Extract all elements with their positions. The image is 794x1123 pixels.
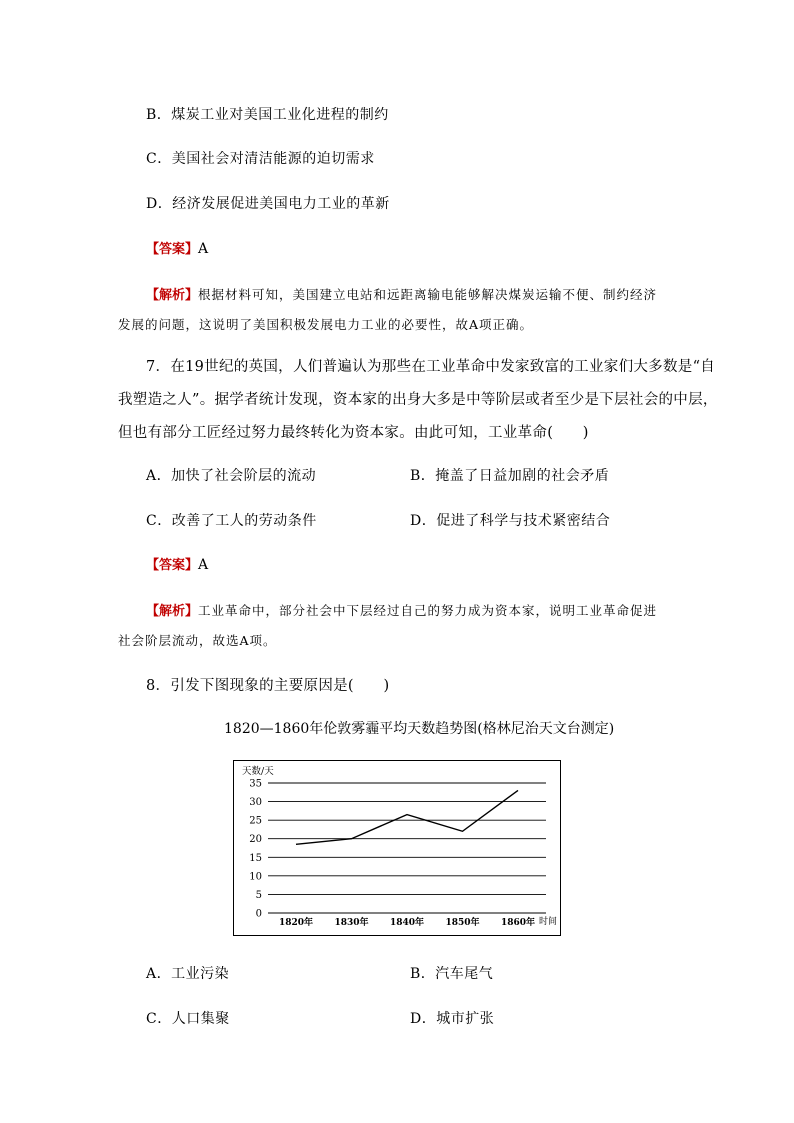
q8-option-d: D．城市扩张 xyxy=(410,1011,495,1027)
explanation-text: 根据材料可知，美国建立电站和远距离输电能够解决煤炭运输不便、制约经济 xyxy=(198,287,658,302)
q6-option-c: C．美国社会对清洁能源的迫切需求 xyxy=(146,151,375,167)
chart-frame xyxy=(233,760,561,936)
q8-option-a: A．工业污染 xyxy=(146,966,230,982)
y-tick-label: 25 xyxy=(249,815,262,827)
q7-answer xyxy=(146,554,208,573)
q7-stem-line1: 7．在19世纪的英国，人们普遍认为那些在工业革命中发家致富的工业家们大多数是“自 xyxy=(146,359,716,375)
q6-explanation-line2: 发展的问题，这说明了美国积极发展电力工业的必要性，故A项正确。 xyxy=(118,317,534,332)
q8-option-b: B．汽车尾气 xyxy=(410,966,494,982)
x-axis-label: 时间 xyxy=(539,917,558,927)
q7-option-b: B．掩盖了日益加剧的社会矛盾 xyxy=(410,468,610,484)
q7-option-d: D．促进了科学与技术紧密结合 xyxy=(410,513,611,529)
q6-option-b: B．煤炭工业对美国工业化进程的制约 xyxy=(146,107,389,123)
chart-title: 1820—1860年伦敦雾霾平均天数趋势图(格林尼治天文台测定) xyxy=(224,721,615,737)
answer-value: A xyxy=(198,557,209,573)
answer-tag: 【答案】 xyxy=(146,558,199,573)
x-tick-label: 1850年 xyxy=(445,918,480,928)
q6-explanation-line1 xyxy=(146,284,657,303)
q6-answer xyxy=(146,238,208,257)
y-tick-label: 10 xyxy=(249,871,262,883)
q7-option-c: C．改善了工人的劳动条件 xyxy=(146,513,317,529)
q6-option-d: D．经济发展促进美国电力工业的革新 xyxy=(146,196,390,212)
y-tick-label: 5 xyxy=(255,889,262,901)
y-axis-label: 天数/天 xyxy=(242,766,274,777)
y-tick-label: 35 xyxy=(249,778,262,790)
explanation-tag: 【解析】 xyxy=(146,288,199,303)
explanation-tag: 【解析】 xyxy=(146,604,199,619)
q7-stem-line3: 但也有部分工匠经过努力最终转化为资本家。由此可知，工业革命( ) xyxy=(118,425,589,441)
answer-tag: 【答案】 xyxy=(146,242,199,257)
explanation-text: 工业革命中，部分社会中下层经过自己的努力成为资本家，说明工业革命促进 xyxy=(198,603,658,618)
q8-stem: 8．引发下图现象的主要原因是( ) xyxy=(146,678,390,694)
line-chart xyxy=(234,761,560,935)
q7-explanation-line2: 社会阶层流动，故选A项。 xyxy=(118,633,277,648)
answer-value: A xyxy=(198,241,209,257)
q7-option-a: A．加快了社会阶层的流动 xyxy=(146,468,317,484)
x-tick-label: 1820年 xyxy=(278,918,314,928)
y-tick-label: 20 xyxy=(249,834,262,846)
series-line xyxy=(296,790,518,844)
x-tick-label: 1860年 xyxy=(500,918,536,928)
y-tick-label: 0 xyxy=(255,908,262,920)
q8-option-c: C．人口集聚 xyxy=(146,1011,230,1027)
q7-explanation-line1 xyxy=(146,600,657,619)
y-tick-label: 15 xyxy=(249,852,262,864)
y-tick-label: 30 xyxy=(249,797,262,809)
x-tick-label: 1840年 xyxy=(389,918,425,928)
q7-stem-line2: 我塑造之人”。据学者统计发现，资本家的出身大多是中等阶层或者至少是下层社会的中层， xyxy=(118,392,718,408)
x-tick-label: 1830年 xyxy=(334,918,369,928)
